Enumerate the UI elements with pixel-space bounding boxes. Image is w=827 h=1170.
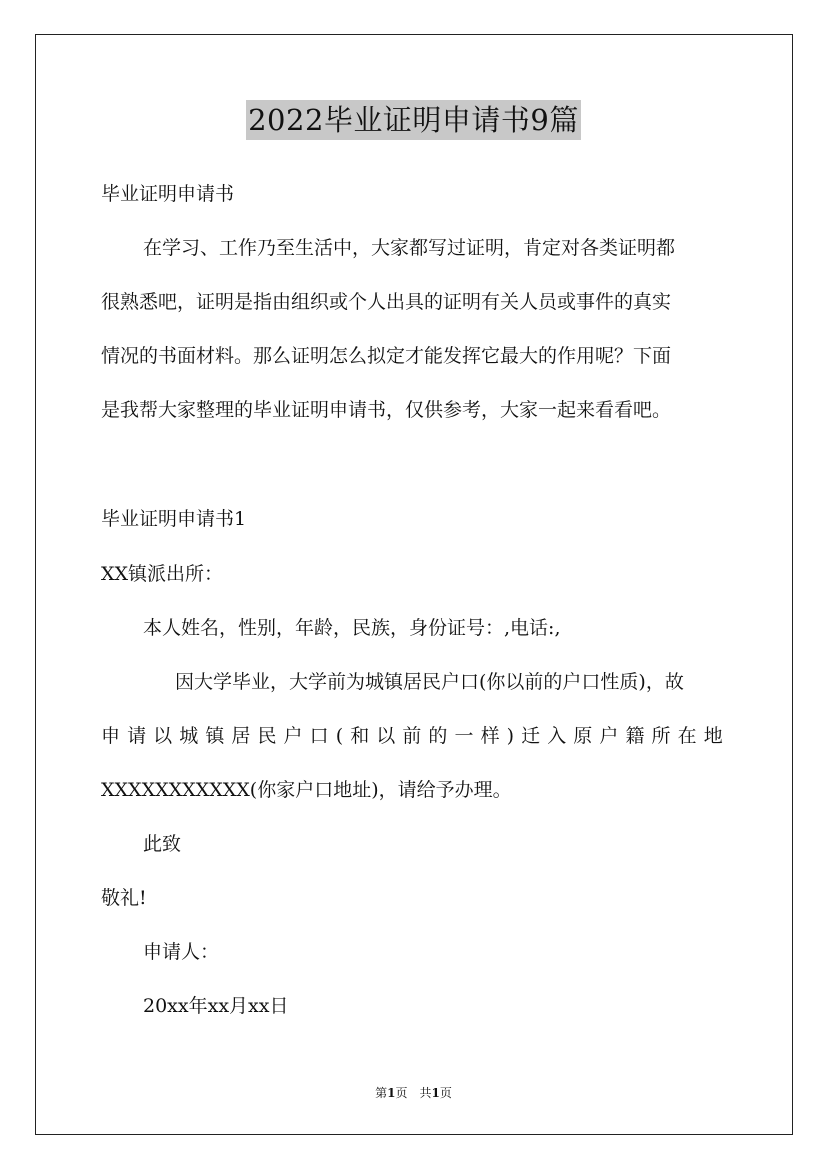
- justified-char: ): [506, 725, 515, 747]
- justified-char: 在: [677, 725, 697, 747]
- intro-line: 是我帮大家整理的毕业证明申请书，仅供参考，大家一起来看看吧。: [101, 399, 672, 421]
- intro-line: 在学习、工作乃至生活中，大家都写过证明，肯定对各类证明都: [143, 237, 676, 259]
- justified-char: 民: [257, 725, 277, 747]
- justified-char: 以: [376, 725, 396, 747]
- justified-char: 和: [350, 725, 370, 747]
- justified-char: 口: [309, 725, 329, 747]
- justified-char: 居: [231, 725, 251, 747]
- justified-char: (: [335, 725, 344, 747]
- justified-char: 请: [127, 725, 147, 747]
- justified-char: 迁: [521, 725, 541, 747]
- justified-char: 一: [454, 725, 474, 747]
- body-line-justified: [101, 724, 723, 748]
- justified-char: 申: [101, 725, 121, 747]
- page-footer: [0, 1085, 827, 1101]
- date-line: 20xx年xx月xx日: [143, 995, 289, 1017]
- closing-regards: 敬礼!: [101, 887, 147, 909]
- justified-char: 样: [480, 725, 500, 747]
- closing-salutation: 此致: [143, 833, 182, 855]
- footer-page-number: 1: [387, 1086, 396, 1100]
- footer-suffix: 页: [439, 1086, 452, 1100]
- intro-line: 情况的书面材料。那么证明怎么拟定才能发挥它最大的作用呢？下面: [101, 345, 672, 367]
- justified-char: 地: [703, 725, 723, 747]
- footer-page-total: 1: [431, 1086, 440, 1100]
- justified-char: 户: [599, 725, 619, 747]
- justified-char: 户: [283, 725, 303, 747]
- section-heading: 毕业证明申请书1: [101, 508, 247, 530]
- justified-char: 所: [651, 725, 671, 747]
- applicant-label: 申请人：: [143, 941, 220, 963]
- addressee: XX镇派出所：: [101, 563, 224, 585]
- justified-char: 原: [573, 725, 593, 747]
- footer-mid: 页 共: [395, 1086, 432, 1100]
- document-title: 2022毕业证明申请书9篇: [246, 100, 581, 140]
- intro-line: 很熟悉吧，证明是指由组织或个人出具的证明有关人员或事件的真实: [101, 291, 672, 313]
- footer-prefix: 第: [375, 1086, 388, 1100]
- justified-char: 籍: [625, 725, 645, 747]
- title-container: [0, 100, 827, 140]
- personal-info: 本人姓名，性别，年龄，民族，身份证号：,电话:,: [143, 617, 561, 639]
- justified-char: 城: [179, 725, 199, 747]
- justified-char: 的: [428, 725, 448, 747]
- justified-char: 以: [153, 725, 173, 747]
- justified-char: 镇: [205, 725, 225, 747]
- justified-char: 前: [402, 725, 422, 747]
- justified-char: 入: [547, 725, 567, 747]
- body-line: 因大学毕业，大学前为城镇居民户口(你以前的户口性质)，故: [175, 671, 684, 693]
- body-line: XXXXXXXXXXX(你家户口地址)，请给予办理。: [101, 779, 512, 801]
- document-subtitle: 毕业证明申请书: [101, 183, 235, 205]
